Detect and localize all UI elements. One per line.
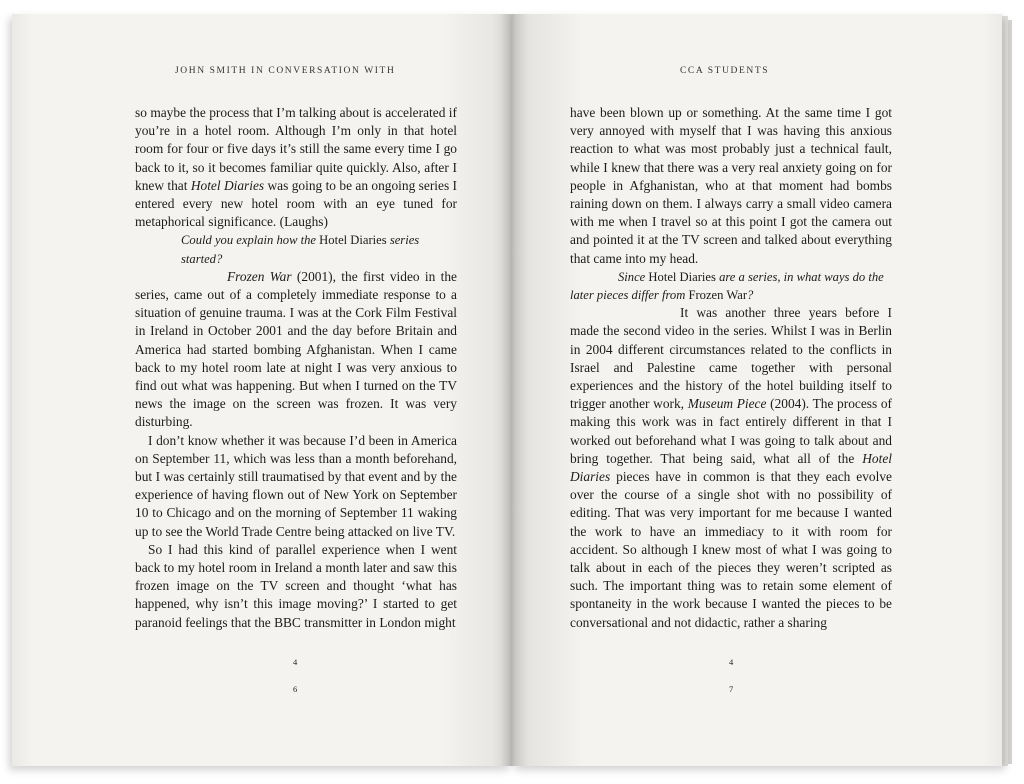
running-head-left: JOHN SMITH IN CONVERSATION WITH xyxy=(175,66,396,76)
page-number-top: 4 xyxy=(729,657,734,667)
page-number: 6 xyxy=(293,684,298,694)
interview-question xyxy=(570,268,892,304)
work-title: Frozen War xyxy=(227,268,292,284)
paragraph: So I had this kind of parallel experience when I went back to my hotel room in Ireland a month later and saw this frozen image on the TV screen and thought ‘what has happened, why isn’t this image moving?’ I started to get paranoid feelings that the BBC transmitter in London might xyxy=(135,541,457,630)
question-text: series started? xyxy=(181,233,420,266)
work-title: Hotel Diaries xyxy=(648,269,716,284)
work-title: Museum Piece xyxy=(687,396,767,412)
text-run: was going to be an ongoing series I entered every new hotel room with an eye tuned for metaphorical significance. (Laughs) xyxy=(135,177,457,230)
paragraph xyxy=(570,304,892,632)
text-run: so maybe the process that I’m talking about is accelerated if you’re in a hotel room. Although I’m only in that hotel room for four or five days it’s still the same every time I go back to it, so it becomes familiar quite quickly. Also, after I knew that xyxy=(135,105,457,193)
work-title: Frozen War xyxy=(688,288,748,303)
page-number-top: 4 xyxy=(293,657,298,667)
question-text: ? xyxy=(747,288,754,303)
right-page xyxy=(512,14,1002,766)
paragraph xyxy=(135,268,457,432)
question-text: are a series, in what ways do the later pieces differ from xyxy=(570,269,884,303)
left-body-text xyxy=(135,104,457,632)
text-run: (2001), the first video in the series, came out of a completely immediate response to a situation of genuine trauma. I was at the Cork Film Festival in Ireland in October 2001 and the day before Britain and America had started bombing Afghanistan. When I came back to my hotel room late at night I was very anxious to find out what was happening. But when I turned on the TV news the image on the screen was frozen. It was very disturbing. xyxy=(135,268,457,430)
work-title: Hotel Diaries xyxy=(190,177,265,193)
text-run: pieces have in common is that they each evolve over the course of a single shot with no possibility of editing. That was very important for me because I wanted the work to have an immediacy to it with room for accident. So although I knew most of what I was going to talk about in each of the pieces they weren’t scripted as such. The important thing was to retain some element of spontaneity in the work because I wanted the pieces to be conversational and not didactic, rather a sharing xyxy=(570,469,892,630)
interview-question xyxy=(135,231,457,267)
paragraph: have been blown up or something. At the same time I got very annoyed with myself that I was having this anxious reaction to what was most probably just a technical fault, while I knew that there was a very real anxiety going on for people in Afghanistan, who at that moment had bombs raining down on them. I always carry a small video camera with me when I travel so at this point I got the camera out and pointed it at the TV screen and talked about everything that came into my head. xyxy=(570,105,892,266)
text-run: (2004). The process of making this work was in fact entirely different in that I worked out beforehand what I was going to talk about and bring together. That being said, what all of the xyxy=(570,396,893,466)
question-text: Could you explain how the xyxy=(181,233,320,248)
right-body-text xyxy=(570,104,892,632)
paragraph xyxy=(135,104,457,231)
work-title: Hotel Diaries xyxy=(570,450,892,485)
work-title: Hotel Diaries xyxy=(319,233,387,248)
question-text: Since xyxy=(618,269,649,284)
page-number: 7 xyxy=(729,684,734,694)
left-page xyxy=(12,14,512,766)
paragraph: I don’t know whether it was because I’d been in America on September 11, which was less than a month beforehand, but I was certainly still traumatised by that event and by the experience of having flown out of New York on September 10 to Chicago and on the morning of September 11 waking up to see the World Trade Centre being attacked on live TV. xyxy=(135,432,457,539)
text-run: It was another three years before I made the second video in the series. Whilst I was in Berlin in 2004 different circumstances related to the conflicts in Israel and Palestine came together with personal experiences and the history of the hotel building itself to trigger another work, xyxy=(570,305,892,412)
running-head-right: CCA STUDENTS xyxy=(680,66,770,76)
page-edges-back xyxy=(1008,20,1012,764)
